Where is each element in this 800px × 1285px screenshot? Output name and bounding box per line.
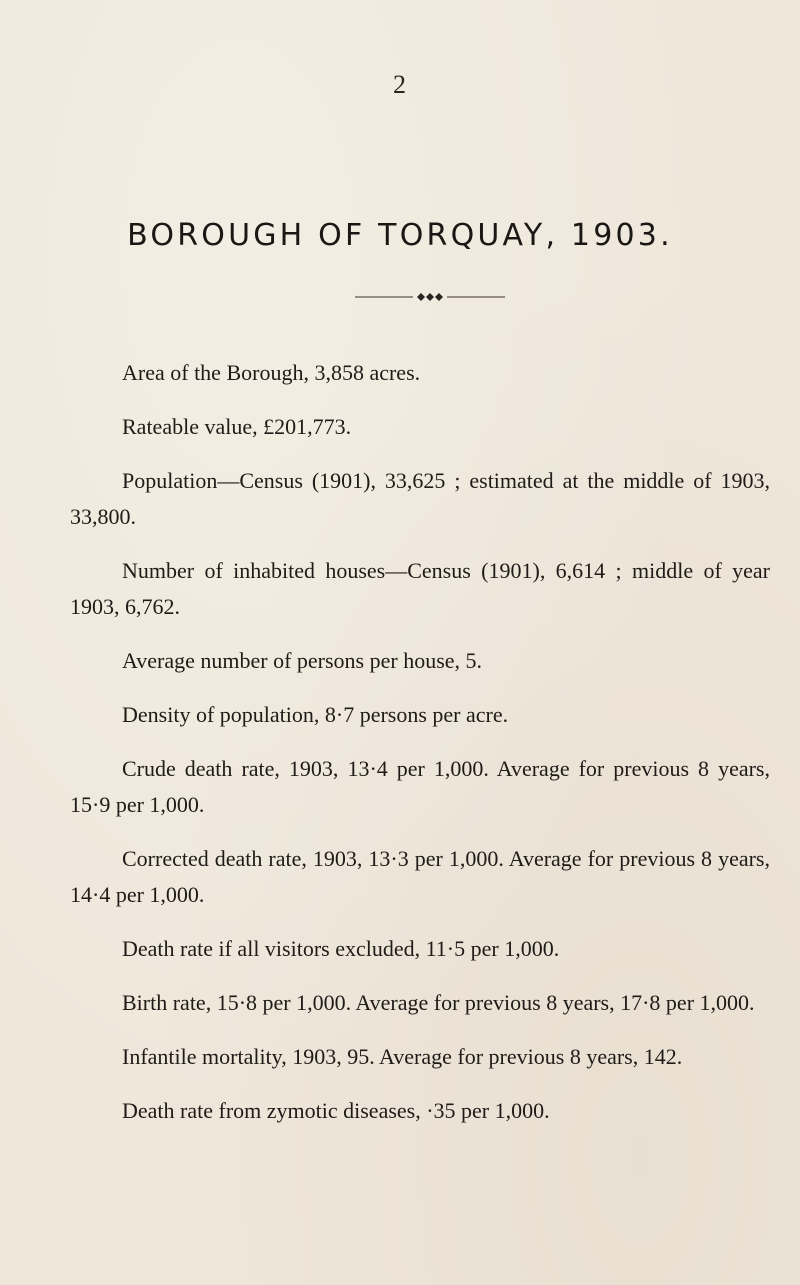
- diamond-rule-ornament-icon: [355, 291, 505, 303]
- statistics-body: [70, 355, 770, 1129]
- persons-per-house-paragraph: Average number of persons per house, 5.: [122, 648, 483, 673]
- visitors-excluded-death-rate-paragraph: Death rate if all visitors excluded, 11·5 per 1,000.: [122, 936, 560, 961]
- inhabited-houses-paragraph: Number of inhabited houses—Census (1901), 6,614 ; middle of year 1903, 6,762.: [70, 558, 770, 619]
- area-paragraph: Area of the Borough, 3,858 acres.: [122, 360, 421, 385]
- infantile-mortality-paragraph: Infantile mortality, 1903, 95. Average for previous 8 years, 142.: [122, 1044, 683, 1069]
- page-title: BOROUGH OF TORQUAY, 1903.: [127, 218, 673, 253]
- population-density-paragraph: Density of population, 8·7 persons per acre.: [122, 702, 509, 727]
- crude-death-rate-paragraph: Crude death rate, 1903, 13·4 per 1,000. Average for previous 8 years, 15·9 per 1,000.: [70, 756, 770, 817]
- corrected-death-rate-paragraph: Corrected death rate, 1903, 13·3 per 1,000. Average for previous 8 years, 14·4 per 1,000.: [70, 846, 770, 907]
- page-number: 2: [393, 70, 407, 99]
- population-paragraph: Population—Census (1901), 33,625 ; estimated at the middle of 1903, 33,800.: [70, 468, 770, 529]
- zymotic-death-rate-paragraph: Death rate from zymotic diseases, ·35 per 1,000.: [122, 1098, 550, 1123]
- birth-rate-paragraph: Birth rate, 15·8 per 1,000. Average for previous 8 years, 17·8 per 1,000.: [122, 990, 755, 1015]
- rateable-value-paragraph: Rateable value, £201,773.: [122, 414, 352, 439]
